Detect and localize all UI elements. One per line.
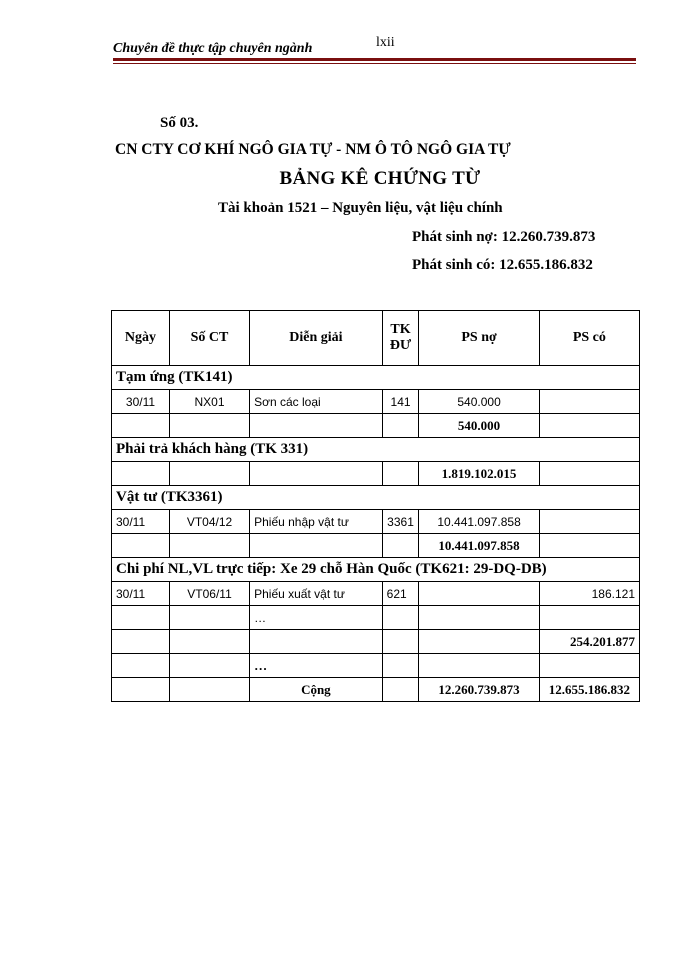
- cell-date: [112, 462, 170, 486]
- section-title: Tạm ứng (TK141): [112, 366, 640, 390]
- table-row: [112, 414, 640, 438]
- section-row: [112, 558, 640, 582]
- cell-tk: [382, 534, 419, 558]
- account-line: Tài khoản 1521 – Nguyên liệu, vật liệu chính: [218, 200, 503, 216]
- header-rule-thin: [113, 63, 636, 64]
- cell-doc-no: [169, 678, 249, 702]
- cell-date: [112, 654, 170, 678]
- cell-description: …: [250, 654, 383, 678]
- col-header-doc-no: Số CT: [169, 311, 249, 366]
- cell-doc-no: [169, 414, 249, 438]
- table-row: [112, 654, 640, 678]
- cell-description: Sơn các loại: [250, 390, 383, 414]
- section-title: Chi phí NL,VL trực tiếp: Xe 29 chỗ Hàn Quốc (TK621: 29-DQ-DB): [112, 558, 640, 582]
- cell-debit-subtotal: 540.000: [419, 414, 539, 438]
- col-header-credit: PS có: [539, 311, 639, 366]
- total-credit: 12.655.186.832: [539, 678, 639, 702]
- cell-doc-no: [169, 654, 249, 678]
- debit-total-line: Phát sinh nợ: 12.260.739.873: [412, 229, 596, 245]
- col-header-tk: TK ĐƯ: [382, 311, 419, 366]
- cell-description: …: [250, 606, 383, 630]
- cell-description: [250, 462, 383, 486]
- cell-tk: 141: [382, 390, 419, 414]
- cell-description: [250, 534, 383, 558]
- table-row: [112, 534, 640, 558]
- cell-debit: 540.000: [419, 390, 539, 414]
- cell-credit: [539, 462, 639, 486]
- cell-date: [112, 630, 170, 654]
- cell-doc-no: VT04/12: [169, 510, 249, 534]
- table-row: [112, 582, 640, 606]
- cell-credit: [539, 414, 639, 438]
- cell-credit: [539, 606, 639, 630]
- cell-credit: [539, 654, 639, 678]
- document-number: Số 03.: [160, 115, 199, 131]
- section-row: [112, 438, 640, 462]
- cell-tk: [382, 414, 419, 438]
- cell-date: 30/11: [112, 390, 170, 414]
- col-header-date: Ngày: [112, 311, 170, 366]
- cell-description: Phiếu xuất vật tư: [250, 582, 383, 606]
- table-row: [112, 606, 640, 630]
- table-header-row: [112, 311, 640, 366]
- cell-doc-no: NX01: [169, 390, 249, 414]
- cell-credit: [539, 390, 639, 414]
- cell-doc-no: [169, 630, 249, 654]
- cell-tk: [382, 678, 419, 702]
- cell-debit: [419, 654, 539, 678]
- cell-description: [250, 630, 383, 654]
- section-title: Vật tư (TK3361): [112, 486, 640, 510]
- cell-debit: [419, 630, 539, 654]
- document-title: BẢNG KÊ CHỨNG TỪ: [279, 168, 481, 189]
- cell-tk: 621: [382, 582, 419, 606]
- header-rule-thick: [113, 58, 636, 61]
- total-row: [112, 678, 640, 702]
- cell-debit: 10.441.097.858: [419, 510, 539, 534]
- cell-tk: [382, 462, 419, 486]
- cell-description: Phiếu nhập vật tư: [250, 510, 383, 534]
- col-header-description: Diễn giải: [250, 311, 383, 366]
- total-debit: 12.260.739.873: [419, 678, 539, 702]
- cell-date: [112, 414, 170, 438]
- cell-date: 30/11: [112, 582, 170, 606]
- cell-credit: 186.121: [539, 582, 639, 606]
- table-row: [112, 630, 640, 654]
- company-name: CN CTY CƠ KHÍ NGÔ GIA TỰ - NM Ô TÔ NGÔ GIA TỰ: [115, 141, 511, 158]
- cell-description: [250, 414, 383, 438]
- cell-tk: [382, 654, 419, 678]
- ledger-table: [111, 310, 640, 702]
- cell-tk: [382, 630, 419, 654]
- cell-tk: [382, 606, 419, 630]
- cell-debit: [419, 606, 539, 630]
- cell-debit-subtotal: 10.441.097.858: [419, 534, 539, 558]
- table-row: [112, 390, 640, 414]
- cell-credit: [539, 534, 639, 558]
- cell-doc-no: [169, 534, 249, 558]
- table-row: [112, 462, 640, 486]
- cell-tk: 3361: [382, 510, 419, 534]
- section-row: [112, 366, 640, 390]
- cell-date: [112, 534, 170, 558]
- cell-credit-subtotal: 254.201.877: [539, 630, 639, 654]
- header-title: Chuyên đề thực tập chuyên ngành: [113, 41, 313, 56]
- cell-credit: [539, 510, 639, 534]
- cell-debit-subtotal: 1.819.102.015: [419, 462, 539, 486]
- section-row: [112, 486, 640, 510]
- cell-doc-no: [169, 606, 249, 630]
- section-title: Phải trả khách hàng (TK 331): [112, 438, 640, 462]
- page-number: lxii: [376, 35, 395, 50]
- cell-doc-no: [169, 462, 249, 486]
- cell-date: [112, 678, 170, 702]
- cell-debit: [419, 582, 539, 606]
- credit-total-line: Phát sinh có: 12.655.186.832: [412, 257, 593, 273]
- table-row: [112, 510, 640, 534]
- cell-date: [112, 606, 170, 630]
- col-header-debit: PS nợ: [419, 311, 539, 366]
- cell-date: 30/11: [112, 510, 170, 534]
- total-label: Cộng: [250, 678, 383, 702]
- cell-doc-no: VT06/11: [169, 582, 249, 606]
